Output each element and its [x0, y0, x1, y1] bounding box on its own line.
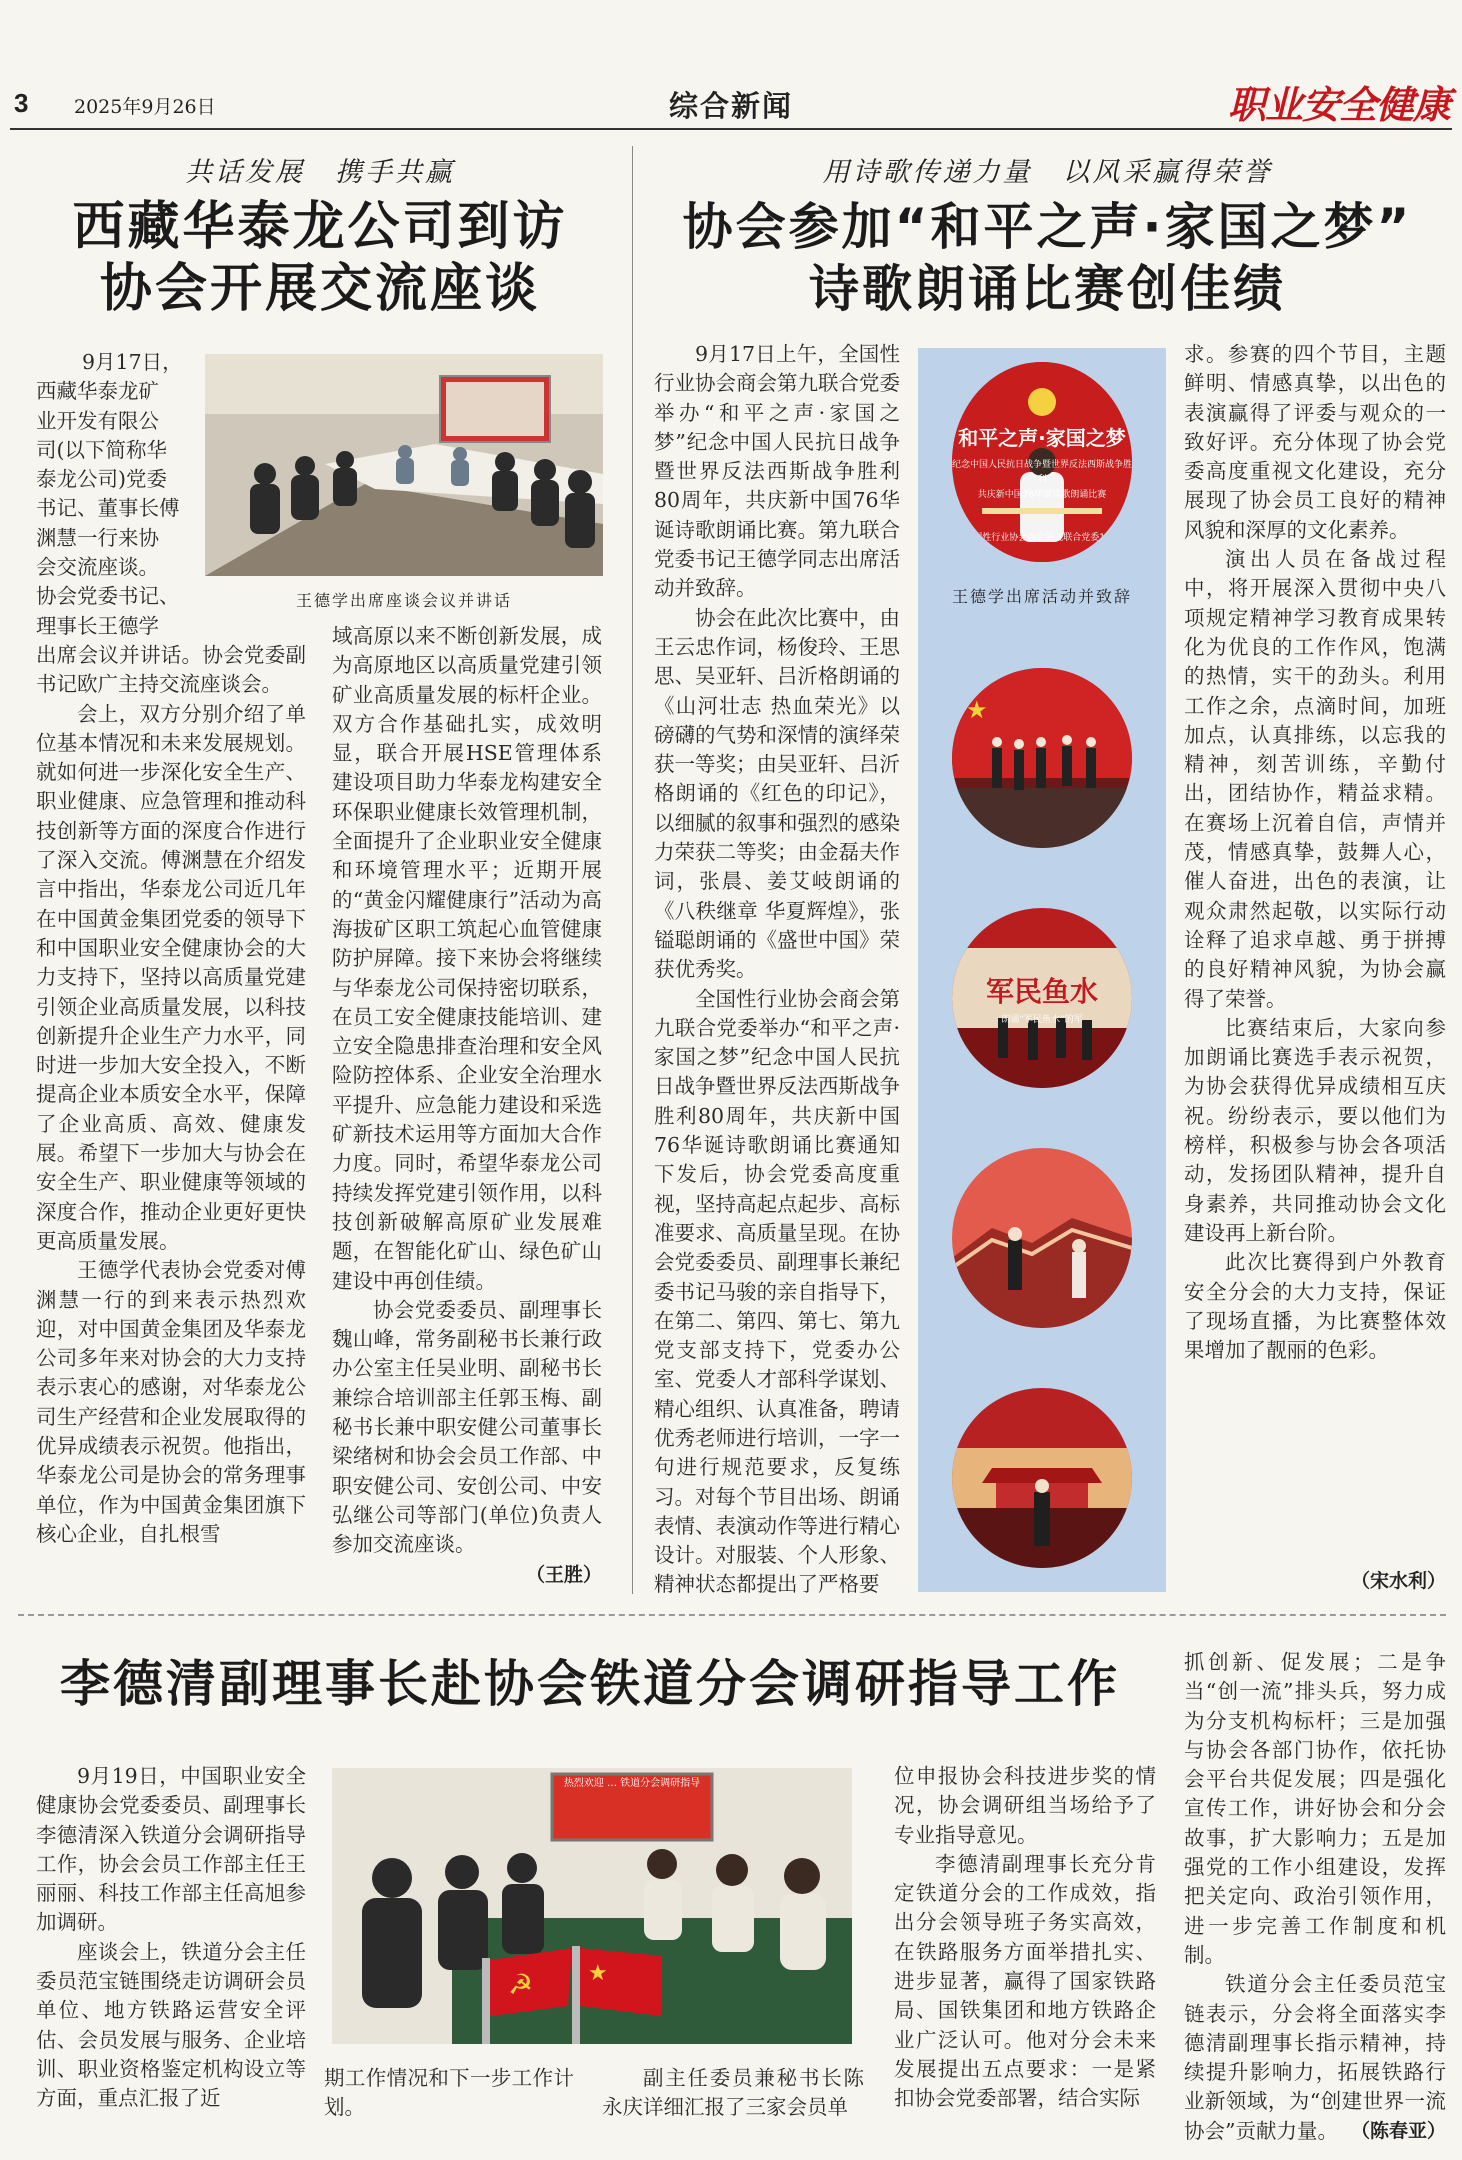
- art2-photo-stage-4: [952, 1148, 1132, 1328]
- art2-photo-speech: [952, 362, 1132, 562]
- art1-col2-text: [332, 622, 602, 1560]
- art2-photo-stage-5: [952, 1388, 1132, 1568]
- art3-title: 李德清副理事长赴协会铁道分会调研指导工作: [60, 1654, 1120, 1713]
- paragraph: 会上，双方分别介绍了单位基本情况和未来发展规划。就如何进一步深化安全生产、职业健康、应急管理和推动科技创新等方面的深度合作进行了深入交流。傅渊慧在介绍发言中指出，华泰龙公司近几年在中国黄金集团党委的领导下和中国职业安全健康协会的大力支持下，坚持以高质量党建引领企业高质量发展，以科技创新提升企业生产力水平，同时进一步加大安全投入，不断提高企业本质安全水平，保障了企业高质、高效、健康发展。希望下一步加大与协会在安全生产、职业健康等领域的深度合作，推动企业更好更快更高质量发展。: [36, 701, 306, 1253]
- art3-column-1: [36, 1762, 306, 2114]
- paragraph: 座谈会上，铁道分会主任委员范宝链围绕走访调研会员单位、地方铁路运营安全评估、会员发展与服务、企业培训、职业资格鉴定机构设立等方面，重点汇报了近: [36, 1939, 306, 2111]
- paragraph: 出席会议并讲话。协会党委副书记欧广主持交流座谈会。: [36, 643, 306, 697]
- art1-column-1: [36, 641, 306, 1549]
- art2-photo-strip: [918, 348, 1166, 1592]
- stage-mural-text: 军民鱼水: [985, 975, 1098, 1008]
- page-number: 3: [14, 88, 29, 118]
- paragraph: 比赛结束后，大家向参加朗诵比赛选手表示祝贺，为协会获得优异成绩相互庆祝。纷纷表示，要以他们为榜样，积极参与协会各项活动，发扬团队精神，提升自身素养，共同推动协会文化建设再上新台阶。: [1184, 1015, 1446, 1245]
- stage-mural-subtext: 朗诵“军民鱼水”的军: [1001, 1015, 1083, 1025]
- paragraph: 位申报协会科技进步奖的情况，协会调研组当场给予了专业指导意见。: [894, 1764, 1156, 1847]
- great-wall-stage-illustration: [952, 1148, 1132, 1328]
- lead-line: 渊慧一行来协: [36, 525, 159, 550]
- lead-line: 西藏华泰龙矿: [36, 379, 159, 404]
- art2-col1-text: [654, 340, 900, 1600]
- art3-col1-text: [36, 1762, 306, 2114]
- art2-title-line1: 协会参加“和平之声·家国之梦”: [682, 198, 1413, 256]
- paragraph: 铁道分会主任委员范宝链表示，分会将全面落实李德清副理事长指示精神，持续提升影响力，拓展铁路行业新领域，为“创建世界一流协会”贡献力量。: [1184, 1972, 1446, 2143]
- party-emblem-icon: [1028, 388, 1056, 416]
- column-divider: [632, 146, 633, 1594]
- paragraph: 求。参赛的四个节目，主题鲜明、情感真挚，以出色的表演赢得了评委与观众的一致好评。充分体现了协会党委高度重视文化建设，充分展现了协会员工良好的精神风貌和深厚的文化素养。: [1184, 342, 1446, 542]
- stage-subtitle-line1: 纪念中国人民抗日战争暨世界反法西斯战争胜利: [952, 460, 1132, 485]
- paragraph: 李德清副理事长充分肯定铁道分会的工作成效，指出分会领导班子务实高效，在铁路服务方面举措扎实、进步显著，赢得了国家铁路局、国铁集团和地方铁路企业广泛认可。他对分会未来发展提出五点要求：一是紧扣协会党委部署，结合实际: [894, 1851, 1156, 2111]
- art2-col2-text: [1184, 340, 1446, 1365]
- art2-column-2: [1184, 340, 1446, 1365]
- flag-star-icon: ★: [588, 1961, 608, 1986]
- meeting-room-illustration: [205, 354, 603, 576]
- lead-line: 司(以下简称华: [36, 437, 167, 462]
- art3-col3-text: [894, 1762, 1156, 2114]
- paragraph: 协会党委委员、副理事长魏山峰，常务副秘书长兼行政办公室主任吴业明、副秘书长兼综合培训部主任郭玉梅、副秘书长兼中职安健公司董事长梁绪树和协会会员工作部、中职安健公司、安创公司、中安弘继公司等部门(单位)负责人参加交流座谈。: [332, 1297, 602, 1557]
- art3-meeting-photo: [332, 1768, 852, 2044]
- art1-lead: [36, 348, 184, 641]
- art1-title-line2: 协会开展交流座谈: [99, 259, 540, 319]
- art3-column-4: [1184, 1648, 1446, 2146]
- paragraph: 9月19日，中国职业安全健康协会党委委员、副理事长李德清深入铁道分会调研指导工作，协会会员工作部主任王丽丽、科技工作部主任高旭参加调研。: [36, 1764, 306, 1935]
- art1-meeting-photo: [205, 354, 603, 576]
- stage-subtitle: [952, 458, 1132, 546]
- paragraph: 9月17日上午，全国性行业协会商会第九联合党委举办“和平之声·家国之梦”纪念中国人民抗日战争暨世界反法西斯战争胜利80周年，共庆新中国76华诞诗歌朗诵比赛。第九联合党委书记王德学同志出席活动并致辞。: [654, 342, 900, 601]
- art3-under-photo-left: 期工作情况和下一步工作计划。: [324, 2066, 574, 2120]
- party-emblem-icon: ☭: [508, 1968, 534, 2001]
- art2-title: [650, 196, 1445, 320]
- art1-title-line1: 西藏华泰龙公司到访: [72, 197, 568, 257]
- lead-line: 9月17日，: [82, 350, 183, 374]
- art2-photo-stage-2: [952, 668, 1132, 848]
- art1-col1-text: [36, 641, 306, 1549]
- paragraph: 抓创新、促发展；二是争当“创一流”排头兵，努力成为分支机构标杆；三是加强与协会各部门协作，依托协会平台共促发展；四是强化宣传工作，讲好协会和分会故事，扩大影响力；五是加强党的工作小组建设，发挥把关定向、政治引领作用，进一步完善工作制度和机制。: [1184, 1650, 1446, 1967]
- masthead-logo: 职业安全健康: [1228, 82, 1451, 127]
- paragraph: 协会在此次比赛中，由王云忠作词，杨俊玲、王思思、吴亚轩、吕沂格朗诵的《山河壮志 热血荣光》以磅礴的气势和深情的演绎荣获一等奖；由吴亚轩、吕沂格朗诵的《红色的印记》，以细腻的叙事和强烈的感染力荣获二等奖；由金磊夫作词，张晨、姜艾岐朗诵的《八秩继章 华夏辉煌》，张镒聪朗诵的《盛世中国》荣获优秀奖。: [654, 605, 900, 982]
- stage-subtitle-date: 17日: [1099, 533, 1120, 543]
- paragraph: 域高原以来不断创新发展，成为高原地区以高质量党建引领矿业高质量发展的标杆企业。双方合作基础扎实，成效明显，联合开展HSE管理体系建设项目助力华泰龙构建安全环保职业健康长效管理机制，全面提升了企业职业安全健康和环境管理水平；近期开展的“黄金闪耀健康行”活动为高海拔矿区职工筑起心血管健康防护屏障。接下来协会将继续与华泰龙公司保持密切联系，在员工安全健康技能培训、建立安全隐患排查治理和安全风险防控体系、企业安全治理水平提升、应急能力建设和采选矿新技术运用等方面加大合作力度。同时，希望华泰龙公司持续发挥党建引领作用，以科技创新破解高原矿业发展难题，在智能化矿山、绿色矿山建设中再创佳绩。: [332, 624, 602, 1293]
- art3-under-photo-right: 副主任委员兼秘书长陈永庆详细汇报了三家会员单: [602, 2066, 864, 2120]
- railway-meeting-illustration: [332, 1768, 852, 2044]
- section-separator: [18, 1614, 1446, 1616]
- paragraph: 此次比赛得到户外教育安全分会的大力支持，保证了现场直播，为比赛整体效果增加了靓丽的色彩。: [1184, 1250, 1446, 1363]
- tiananmen-stage-illustration: [952, 1388, 1132, 1568]
- lead-line: 理事长王德学: [36, 613, 159, 638]
- art3-column-3: [894, 1762, 1156, 2114]
- art3-col4-text: [1184, 1648, 1446, 2146]
- lead-line: 书记、董事长傅: [36, 496, 180, 521]
- paragraph: 演出人员在备战过程中，将开展深入贯彻中央八项规定精神学习教育成果转化为优良的工作作风，饱满的热情，实干的劲头。利用工作之余，点滴时间，加班加点，认真排练，以忘我的精神，刻苦训练，辛勤付出，团结协作，精益求精。在赛场上沉着自信，声情并茂，情感真挚，鼓舞人心，催人奋进，出色的表演，让观众肃然起敬，以实际行动诠释了追求卓越、勇于拼搏的良好精神风貌，为协会赢得了荣誉。: [1184, 547, 1446, 1011]
- art1-byline: （王胜）: [525, 1564, 602, 1586]
- issue-date: 2025年9月26日: [74, 96, 216, 118]
- art2-kicker: 用诗歌传递力量 以风采赢得荣誉: [822, 157, 1273, 188]
- art1-photo-caption: 王德学出席座谈会议并讲话: [295, 591, 512, 610]
- art1-title: [20, 196, 620, 320]
- art2-photo-stage-3: [952, 908, 1132, 1088]
- art1-kicker: 共话发展 携手共赢: [185, 157, 455, 188]
- lead-line: 会交流座谈。: [36, 555, 159, 580]
- stage-subtitle-line2: 共庆新中国76华诞诗歌朗诵比赛: [977, 490, 1107, 500]
- star-icon: ★: [966, 696, 988, 724]
- lead-line: 业开发有限公: [36, 408, 159, 433]
- art2-title-line2: 诗歌朗诵比赛创佳绩: [809, 260, 1286, 318]
- stage-performance-illustration: [952, 668, 1132, 848]
- art2-byline: （宋水利）: [1350, 1570, 1446, 1592]
- section-title: 综合新闻: [668, 89, 793, 123]
- art1-column-2: [332, 622, 602, 1560]
- art2-photo-caption: 王德学出席活动并致辞: [951, 587, 1132, 606]
- stage-subtitle-org: 全国性行业协会商会第九联合党委: [964, 533, 1100, 543]
- lead-line: 协会党委书记、: [36, 584, 180, 609]
- art3-screen-text: 热烈欢迎 … 铁道分会调研指导: [563, 1778, 701, 1789]
- paragraph: 王德学代表协会党委对傅渊慧一行的到来表示热烈欢迎，对中国黄金集团及华泰龙公司多年来对协会的大力支持表示衷心的感谢，对华泰龙公司生产经营和企业发展取得的优异成绩表示祝贺。他指出，华泰龙公司是协会的常务理事单位，作为中国黄金集团旗下核心企业，自扎根雪: [36, 1258, 306, 1546]
- stage-subtitle-line3: [952, 531, 1132, 546]
- art2-column-1: [654, 340, 900, 1600]
- lead-line: 泰龙公司)党委: [36, 467, 167, 492]
- art3-byline: （陈春亚）: [1350, 2120, 1446, 2142]
- stage-banner-text: 和平之声·家国之梦: [958, 426, 1126, 450]
- paragraph: 全国性行业协会商会第九联合党委举办“和平之声·家国之梦”纪念中国人民抗日战争暨世界反法西斯战争胜利80周年，共庆新中国76华诞诗歌朗诵比赛通知下发后，协会党委高度重视，坚持高起点起步、高标准要求、高质量呈现。在协会党委委员、副理事长兼纪委书记马骏的亲自指导下，在第二、第四、第七、第九党支部支持下，党委办公室、党委人才部科学谋划、精心组织、认真准备，聘请优秀老师进行培训，一字一句进行规范要求，反复练习。对每个节目出场、朗诵表情、表演动作等进行精心设计。对服装、个人形象、精神状态都提出了严格要: [654, 986, 900, 1597]
- header-rule: [10, 128, 1452, 130]
